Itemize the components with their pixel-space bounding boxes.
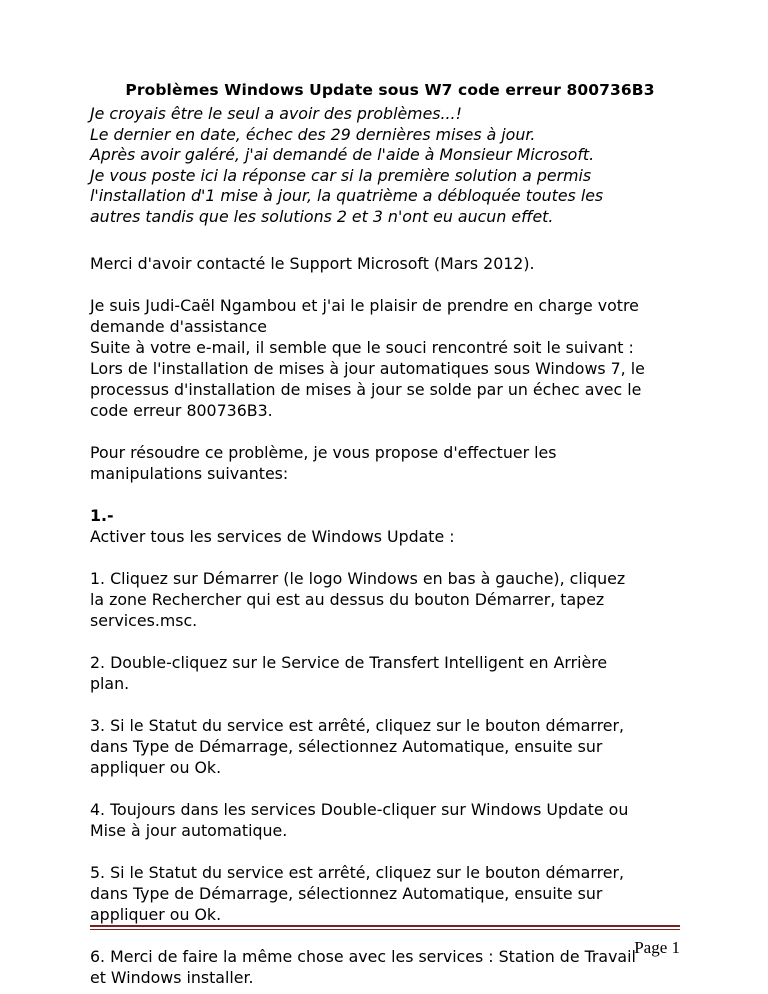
agent-line: Je suis Judi-Caël Ngambou et j'ai le plaisir de prendre en charge votre (90, 296, 639, 315)
step-line: Mise à jour automatique. (90, 821, 288, 840)
step-line: appliquer ou Ok. (90, 758, 222, 777)
step-4 (90, 799, 690, 841)
intro-line: Après avoir galéré, j'ai demandé de l'aide à Monsieur Microsoft. (90, 145, 595, 164)
step-6 (90, 946, 690, 988)
intro-line: autres tandis que les solutions 2 et 3 n'ont eu aucun effet. (90, 206, 554, 226)
step-line: appliquer ou Ok. (90, 905, 222, 924)
proposal-line: Pour résoudre ce problème, je vous propose d'effectuer les (90, 443, 557, 462)
agent-line: code erreur 800736B3. (90, 401, 273, 420)
step-line: et Windows installer. (90, 968, 254, 987)
document-page (90, 80, 690, 988)
step-line: plan. (90, 674, 130, 693)
step-line: 4. Toujours dans les services Double-cliquer sur Windows Update ou (90, 800, 629, 819)
footer-divider-thin (90, 929, 680, 930)
step-line: 2. Double-cliquez sur le Service de Transfert Intelligent en Arrière (90, 653, 608, 672)
section-heading: 1.- (90, 506, 114, 525)
step-line: dans Type de Démarrage, sélectionnez Automatique, ensuite sur (90, 884, 603, 903)
agent-line: Suite à votre e-mail, il semble que le souci rencontré soit le suivant : (90, 338, 634, 357)
section-1 (90, 505, 690, 547)
agent-line: processus d'installation de mises à jour se solde par un échec avec le (90, 380, 642, 399)
page-number: Page 1 (634, 938, 680, 957)
step-2 (90, 652, 690, 694)
proposal-paragraph (90, 442, 690, 484)
step-line: 5. Si le Statut du service est arrêté, cliquez sur le bouton démarrer, (90, 863, 624, 882)
agent-line: demande d'assistance (90, 317, 268, 336)
step-1 (90, 568, 690, 631)
document-title: Problèmes Windows Update sous W7 code erreur 800736B3 (125, 81, 655, 99)
intro-line: l'installation d'1 mise à jour, la quatrième a débloquée toutes les (90, 186, 604, 205)
step-line: services.msc. (90, 611, 198, 630)
step-5 (90, 862, 690, 925)
step-line: 3. Si le Statut du service est arrêté, cliquez sur le bouton démarrer, (90, 716, 624, 735)
step-line: dans Type de Démarrage, sélectionnez Automatique, ensuite sur (90, 737, 603, 756)
intro-block (90, 104, 690, 227)
section-subtitle: Activer tous les services de Windows Update : (90, 527, 455, 546)
agent-paragraph (90, 295, 690, 421)
step-3 (90, 715, 690, 778)
footer-divider (90, 925, 680, 927)
intro-line: Le dernier en date, échec des 29 dernières mises à jour. (90, 124, 536, 144)
step-line: la zone Rechercher qui est au dessus du bouton Démarrer, tapez (90, 590, 605, 609)
intro-line: Je croyais être le seul a avoir des problèmes...! (90, 104, 462, 123)
step-line: 6. Merci de faire la même chose avec les services : Station de Travail (90, 947, 636, 966)
proposal-line: manipulations suivantes: (90, 464, 289, 483)
agent-line: Lors de l'installation de mises à jour automatiques sous Windows 7, le (90, 359, 645, 378)
step-line: 1. Cliquez sur Démarrer (le logo Windows en bas à gauche), cliquez (90, 569, 626, 588)
intro-line: Je vous poste ici la réponse car si la première solution a permis (90, 165, 592, 185)
thanks-paragraph (90, 253, 690, 274)
thanks-line: Merci d'avoir contacté le Support Microsoft (Mars 2012). (90, 254, 535, 273)
